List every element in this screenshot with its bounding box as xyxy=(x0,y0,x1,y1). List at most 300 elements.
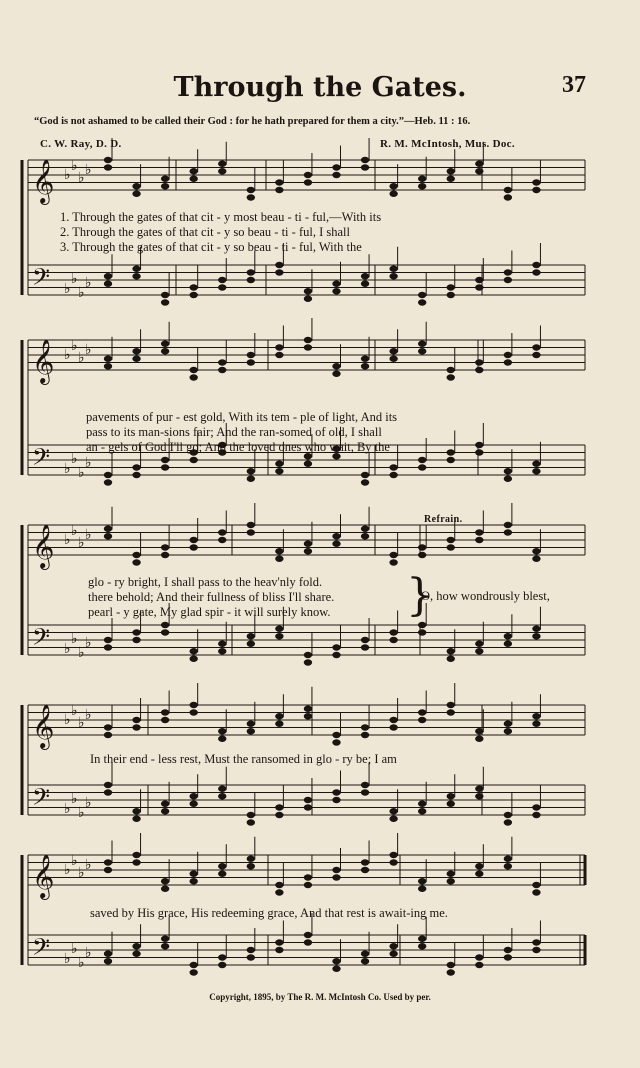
note-head xyxy=(418,341,426,347)
flat-sign: ♭ xyxy=(85,342,92,358)
flat-sign: ♭ xyxy=(78,955,85,971)
note-head xyxy=(475,641,483,647)
note-head xyxy=(361,281,369,287)
note-head xyxy=(275,804,283,810)
note-head xyxy=(389,943,397,949)
note-head xyxy=(132,816,140,822)
lyric-system2-verse3: an - gels of God I'll go; And the loved ones who wait, By the xyxy=(86,440,390,454)
note-head xyxy=(332,966,340,972)
note-head xyxy=(189,878,197,884)
note-head xyxy=(218,863,226,869)
note-head xyxy=(475,871,483,877)
note-head xyxy=(161,808,169,814)
note-head xyxy=(475,284,483,290)
note-head xyxy=(189,457,197,463)
flat-sign: ♭ xyxy=(85,945,92,961)
flat-sign: ♭ xyxy=(71,338,78,354)
note-head xyxy=(389,637,397,643)
flat-sign: ♭ xyxy=(78,170,85,186)
note-head xyxy=(361,867,369,873)
note-head xyxy=(247,947,255,953)
note-head xyxy=(418,292,426,298)
refrain-label: Refrain. xyxy=(424,514,463,525)
note-head xyxy=(104,157,112,163)
note-head xyxy=(189,709,197,715)
note-head xyxy=(132,552,140,558)
note-head xyxy=(104,859,112,865)
lyric-system1-verse2: 2. Through the gates of that cit - y so beau - ti - ful, I shall xyxy=(60,225,350,239)
note-head xyxy=(389,183,397,189)
note-head xyxy=(104,637,112,643)
note-head xyxy=(275,344,283,350)
treble-clef: 𝄞 xyxy=(32,339,55,383)
note-head xyxy=(389,559,397,565)
bass-clef: 𝄢 xyxy=(32,443,51,476)
note-head xyxy=(218,648,226,654)
note-head xyxy=(304,652,312,658)
note-head xyxy=(304,804,312,810)
composer-credit: R. M. McIntosh, Mus. Doc. xyxy=(380,138,515,150)
note-head xyxy=(504,269,512,275)
note-head xyxy=(532,626,540,632)
note-head xyxy=(247,529,255,535)
note-head xyxy=(418,299,426,305)
lyric-system3-verse3: pearl - y gate, My glad spir - it will surely know. xyxy=(88,605,331,619)
note-head xyxy=(304,797,312,803)
note-head xyxy=(304,706,312,712)
note-head xyxy=(504,947,512,953)
note-head xyxy=(189,962,197,968)
note-head xyxy=(132,943,140,949)
note-head xyxy=(447,284,455,290)
lyric-system2-verse2: pass to its man-sions fair; And the ran-somed of old, I shall xyxy=(86,425,382,439)
flat-sign: ♭ xyxy=(78,865,85,881)
note-head xyxy=(475,648,483,654)
note-head xyxy=(189,292,197,298)
note-head xyxy=(104,732,112,738)
note-head xyxy=(389,859,397,865)
note-head xyxy=(132,348,140,354)
note-head xyxy=(504,819,512,825)
note-head xyxy=(161,943,169,949)
note-head xyxy=(275,187,283,193)
note-head xyxy=(447,709,455,715)
lyric-system3-verse2: there behold; And their fullness of bliss I'll share. xyxy=(88,590,335,604)
note-head xyxy=(447,176,455,182)
note-head xyxy=(361,637,369,643)
flat-sign: ♭ xyxy=(64,532,71,548)
flat-sign: ♭ xyxy=(78,350,85,366)
note-head xyxy=(532,468,540,474)
note-head xyxy=(132,472,140,478)
note-head xyxy=(104,782,112,788)
note-head xyxy=(218,641,226,647)
note-head xyxy=(418,348,426,354)
note-head xyxy=(132,859,140,865)
note-head xyxy=(447,702,455,708)
note-head xyxy=(361,533,369,539)
flat-sign: ♭ xyxy=(64,801,71,817)
note-head xyxy=(447,801,455,807)
note-head xyxy=(504,954,512,960)
note-head xyxy=(361,273,369,279)
note-head xyxy=(304,172,312,178)
note-head xyxy=(247,187,255,193)
note-head xyxy=(504,728,512,734)
note-head xyxy=(532,187,540,193)
note-head xyxy=(104,789,112,795)
flat-sign: ♭ xyxy=(64,862,71,878)
note-head xyxy=(132,629,140,635)
note-head xyxy=(275,556,283,562)
note-head xyxy=(532,713,540,719)
flat-sign: ♭ xyxy=(71,523,78,539)
note-head xyxy=(504,359,512,365)
note-head xyxy=(361,164,369,170)
flat-sign: ♭ xyxy=(78,535,85,551)
note-head xyxy=(161,878,169,884)
note-head xyxy=(361,789,369,795)
note-head xyxy=(275,352,283,358)
note-head xyxy=(418,176,426,182)
note-head xyxy=(532,548,540,554)
flat-sign: ♭ xyxy=(64,347,71,363)
note-head xyxy=(447,168,455,174)
note-head xyxy=(247,468,255,474)
note-head xyxy=(447,367,455,373)
note-head xyxy=(247,812,255,818)
note-head xyxy=(475,277,483,283)
note-head xyxy=(504,812,512,818)
note-head xyxy=(304,874,312,880)
note-head xyxy=(418,457,426,463)
note-head xyxy=(475,793,483,799)
note-head xyxy=(304,939,312,945)
note-head xyxy=(447,457,455,463)
note-head xyxy=(104,526,112,532)
bass-clef: 𝄢 xyxy=(32,263,51,296)
note-head xyxy=(504,468,512,474)
note-head xyxy=(532,352,540,358)
note-head xyxy=(447,871,455,877)
note-head xyxy=(132,191,140,197)
author-credit: C. W. Ray, D. D. xyxy=(40,138,122,150)
note-head xyxy=(218,871,226,877)
note-head xyxy=(275,179,283,185)
flat-sign: ♭ xyxy=(78,465,85,481)
note-head xyxy=(161,341,169,347)
bass-clef: 𝄢 xyxy=(32,623,51,656)
note-head xyxy=(304,288,312,294)
note-head xyxy=(475,168,483,174)
note-head xyxy=(189,367,197,373)
note-head xyxy=(332,644,340,650)
note-head xyxy=(532,633,540,639)
note-head xyxy=(189,374,197,380)
note-head xyxy=(475,449,483,455)
flat-sign: ♭ xyxy=(78,805,85,821)
note-head xyxy=(475,962,483,968)
note-head xyxy=(247,633,255,639)
note-head xyxy=(532,804,540,810)
note-head xyxy=(418,622,426,628)
note-head xyxy=(361,479,369,485)
flat-sign: ♭ xyxy=(85,857,92,873)
note-head xyxy=(304,659,312,665)
note-head xyxy=(161,936,169,942)
note-head xyxy=(475,728,483,734)
note-head xyxy=(361,356,369,362)
note-head xyxy=(189,801,197,807)
note-head xyxy=(104,281,112,287)
note-head xyxy=(532,812,540,818)
note-head xyxy=(104,867,112,873)
note-head xyxy=(304,548,312,554)
flat-sign: ♭ xyxy=(78,645,85,661)
note-head xyxy=(504,187,512,193)
note-head xyxy=(475,863,483,869)
note-head xyxy=(418,544,426,550)
flat-sign: ♭ xyxy=(78,715,85,731)
note-head xyxy=(332,281,340,287)
note-head xyxy=(161,292,169,298)
note-head xyxy=(189,648,197,654)
note-head xyxy=(475,537,483,543)
note-head xyxy=(161,176,169,182)
note-head xyxy=(132,266,140,272)
hymn-title: Through the Gates. xyxy=(173,72,467,103)
note-head xyxy=(275,468,283,474)
note-head xyxy=(418,552,426,558)
note-head xyxy=(332,371,340,377)
note-head xyxy=(532,939,540,945)
note-head xyxy=(532,947,540,953)
note-head xyxy=(247,277,255,283)
note-head xyxy=(304,461,312,467)
note-head xyxy=(304,337,312,343)
note-head xyxy=(504,277,512,283)
note-head xyxy=(532,262,540,268)
note-head xyxy=(532,344,540,350)
note-head xyxy=(475,786,483,792)
note-head xyxy=(475,161,483,167)
note-head xyxy=(504,721,512,727)
note-head xyxy=(304,932,312,938)
note-head xyxy=(218,161,226,167)
note-head xyxy=(361,472,369,478)
note-head xyxy=(275,626,283,632)
note-head xyxy=(189,702,197,708)
note-head xyxy=(275,889,283,895)
note-head xyxy=(275,882,283,888)
note-head xyxy=(218,537,226,543)
note-head xyxy=(132,559,140,565)
note-head xyxy=(532,882,540,888)
lyric-system1-verse1: 1. Through the gates of that cit - y most beau - ti - ful,—With its xyxy=(60,210,382,224)
note-head xyxy=(104,472,112,478)
note-head xyxy=(532,179,540,185)
note-head xyxy=(532,556,540,562)
note-head xyxy=(218,277,226,283)
note-head xyxy=(218,168,226,174)
note-head xyxy=(361,724,369,730)
note-head xyxy=(532,269,540,275)
note-head xyxy=(475,736,483,742)
note-head xyxy=(189,544,197,550)
note-head xyxy=(332,172,340,178)
note-head xyxy=(189,168,197,174)
note-head xyxy=(218,728,226,734)
note-head xyxy=(504,863,512,869)
note-head xyxy=(104,533,112,539)
note-head xyxy=(332,797,340,803)
note-head xyxy=(447,878,455,884)
flat-sign: ♭ xyxy=(85,795,92,811)
note-head xyxy=(418,183,426,189)
treble-clef: 𝄞 xyxy=(32,704,55,748)
note-head xyxy=(132,852,140,858)
note-head xyxy=(389,724,397,730)
note-head xyxy=(161,717,169,723)
flat-sign: ♭ xyxy=(64,712,71,728)
note-head xyxy=(161,622,169,628)
note-head xyxy=(361,363,369,369)
flat-sign: ♭ xyxy=(85,527,92,543)
note-head xyxy=(218,284,226,290)
note-head xyxy=(504,529,512,535)
note-head xyxy=(504,856,512,862)
note-head xyxy=(418,943,426,949)
note-head xyxy=(218,367,226,373)
lyric-system1-verse3: 3. Through the gates of that cit - y so beau - ti - ful, With the xyxy=(60,240,362,254)
note-head xyxy=(161,348,169,354)
flat-sign: ♭ xyxy=(85,275,92,291)
note-head xyxy=(389,464,397,470)
note-head xyxy=(218,786,226,792)
note-head xyxy=(247,721,255,727)
bass-clef: 𝄢 xyxy=(32,933,51,966)
note-head xyxy=(532,461,540,467)
note-head xyxy=(304,344,312,350)
note-head xyxy=(218,529,226,535)
note-head xyxy=(104,164,112,170)
note-head xyxy=(104,958,112,964)
note-head xyxy=(504,522,512,528)
flat-sign: ♭ xyxy=(64,281,71,297)
lyric-system2-verse1: pavements of pur - est gold, With its tem - ple of light, And its xyxy=(86,410,398,424)
flat-sign: ♭ xyxy=(85,455,92,471)
note-head xyxy=(161,886,169,892)
note-head xyxy=(332,164,340,170)
note-head xyxy=(389,816,397,822)
note-head xyxy=(189,176,197,182)
note-head xyxy=(389,472,397,478)
note-head xyxy=(218,736,226,742)
flat-sign: ♭ xyxy=(64,167,71,183)
note-head xyxy=(247,856,255,862)
note-head xyxy=(161,544,169,550)
note-head xyxy=(332,958,340,964)
note-head xyxy=(218,962,226,968)
note-head xyxy=(475,359,483,365)
note-head xyxy=(418,801,426,807)
note-head xyxy=(504,476,512,482)
treble-clef: 𝄞 xyxy=(32,159,55,203)
note-head xyxy=(332,874,340,880)
note-head xyxy=(447,793,455,799)
note-head xyxy=(332,652,340,658)
note-head xyxy=(275,947,283,953)
note-head xyxy=(161,801,169,807)
note-head xyxy=(389,852,397,858)
note-head xyxy=(275,548,283,554)
note-head xyxy=(218,793,226,799)
note-head xyxy=(389,356,397,362)
note-head xyxy=(361,782,369,788)
flat-sign: ♭ xyxy=(85,635,92,651)
note-head xyxy=(389,266,397,272)
flat-sign: ♭ xyxy=(71,271,78,287)
note-head xyxy=(361,859,369,865)
note-head xyxy=(504,641,512,647)
note-head xyxy=(275,262,283,268)
flat-sign: ♭ xyxy=(71,853,78,869)
note-head xyxy=(189,656,197,662)
epigraph: “God is not ashamed to be called their God : for he hath prepared for them a city.”—Heb. 11 : 16. xyxy=(34,116,471,127)
note-head xyxy=(389,951,397,957)
note-head xyxy=(161,464,169,470)
note-head xyxy=(189,969,197,975)
note-head xyxy=(247,863,255,869)
note-head xyxy=(104,356,112,362)
note-head xyxy=(504,352,512,358)
note-head xyxy=(247,359,255,365)
flat-sign: ♭ xyxy=(71,631,78,647)
note-head xyxy=(275,721,283,727)
note-head xyxy=(389,273,397,279)
note-head xyxy=(218,359,226,365)
note-head xyxy=(389,191,397,197)
note-head xyxy=(275,633,283,639)
note-head xyxy=(104,363,112,369)
note-head xyxy=(132,724,140,730)
note-head xyxy=(532,889,540,895)
flat-sign: ♭ xyxy=(64,461,71,477)
note-head xyxy=(189,284,197,290)
note-head xyxy=(304,713,312,719)
note-head xyxy=(447,292,455,298)
note-head xyxy=(275,713,283,719)
note-head xyxy=(447,449,455,455)
note-head xyxy=(332,533,340,539)
note-head xyxy=(132,464,140,470)
note-head xyxy=(275,812,283,818)
note-head xyxy=(447,962,455,968)
note-head xyxy=(389,808,397,814)
note-head xyxy=(361,732,369,738)
note-head xyxy=(447,969,455,975)
note-head xyxy=(504,194,512,200)
lyric-system5: saved by His grace, His redeeming grace, And that rest is await-ing me. xyxy=(90,906,448,920)
flat-sign: ♭ xyxy=(64,951,71,967)
note-head xyxy=(132,951,140,957)
note-head xyxy=(447,656,455,662)
lyric-refrain-start: O, how wondrously blest, xyxy=(421,589,550,603)
note-head xyxy=(418,878,426,884)
note-head xyxy=(361,157,369,163)
note-head xyxy=(275,939,283,945)
note-head xyxy=(247,819,255,825)
